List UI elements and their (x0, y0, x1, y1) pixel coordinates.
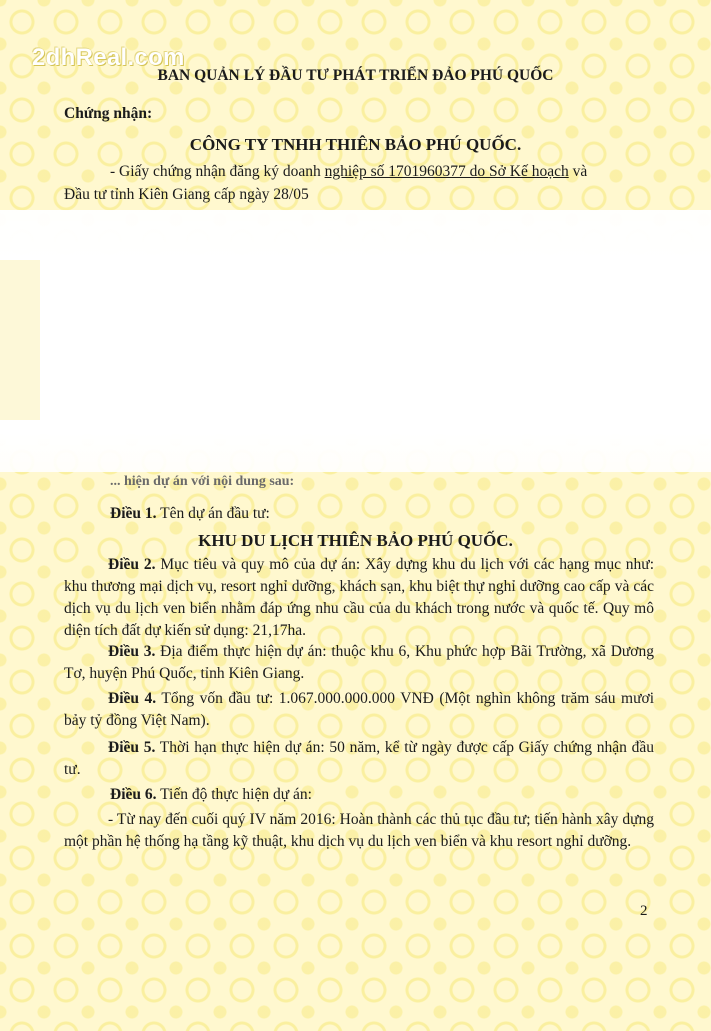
blank-area (0, 210, 711, 472)
article-4-text: Tổng vốn đầu tư: 1.067.000.000.000 VNĐ (Một nghìn không trăm sáu mươi bảy tỷ đồng Việt Nam). (64, 690, 654, 729)
article-3-text: Địa điểm thực hiện dự án: thuộc khu 6, Khu phức hợp Bãi Trường, xã Dương Tơ, huyện Phú Quốc, tỉnh Kiên Giang. (64, 643, 655, 682)
article-6-text: Tiến độ thực hiện dự án: (156, 786, 312, 803)
certify-label: Chứng nhận: (64, 105, 153, 122)
article-3 (64, 641, 654, 685)
article-5 (64, 737, 654, 781)
certificate-line-1-prefix: - Giấy chứng nhận đăng ký doanh (110, 163, 325, 180)
certificate-line-1-suffix: và (568, 163, 588, 180)
article-1-label: Điều 1. (110, 505, 157, 522)
article-1 (110, 504, 270, 524)
article-3-label: Điều 3. (108, 643, 156, 660)
page-number: 2 (640, 903, 648, 919)
article-1-text: Tên dự án đầu tư: (156, 505, 270, 522)
certificate-line-1 (110, 162, 587, 182)
article-2 (64, 554, 654, 642)
certificate-line-2: Đầu tư tỉnh Kiên Giang cấp ngày 28/05 (64, 186, 309, 203)
project-name: KHU DU LỊCH THIÊN BẢO PHÚ QUỐC. (198, 531, 513, 550)
article-4-label: Điều 4. (108, 690, 157, 707)
article-6-label: Điều 6. (110, 786, 157, 803)
certificate-number: nghiệp số 1701960377 do Sở Kế hoạch (324, 163, 569, 180)
article-2-text: Mục tiêu và quy mô của dự án: Xây dựng khu du lịch với các hạng mục như: khu thương mại dịch vụ, resort nghỉ dưỡng, khách sạn, khu biệt thự nghỉ dưỡng cao cấp và các dịch vụ du lịch ven biển nhằm đáp ứng nhu cầu của du khách trong nước và quốc tế. Quy mô diện tích đất dự kiến sử dụng: 21,17ha. (64, 556, 655, 639)
blank-area-edge (0, 260, 40, 420)
project-intro: ... hiện dự án với nội dung sau: (110, 474, 295, 489)
progress-item: - Từ nay đến cuối quý IV năm 2016: Hoàn thành các thủ tục đầu tư; tiến hành xây dựng một phần hệ thống hạ tầng kỹ thuật, khu dịch vụ du lịch ven biển và khu resort nghỉ dưỡng. (64, 811, 654, 850)
document-header: BAN QUẢN LÝ ĐẦU TƯ PHÁT TRIỂN ĐẢO PHÚ QUỐC (157, 67, 554, 84)
article-5-label: Điều 5. (108, 739, 156, 756)
article-2-label: Điều 2. (108, 556, 156, 573)
site-watermark: 2dhReal.com (32, 44, 185, 71)
article-6 (110, 785, 312, 805)
company-name: CÔNG TY TNHH THIÊN BẢO PHÚ QUỐC. (189, 135, 522, 154)
article-4 (64, 688, 654, 732)
article-5-text: Thời hạn thực hiện dự án: 50 năm, kể từ ngày được cấp Giấy chứng nhận đầu tư. (64, 739, 655, 778)
